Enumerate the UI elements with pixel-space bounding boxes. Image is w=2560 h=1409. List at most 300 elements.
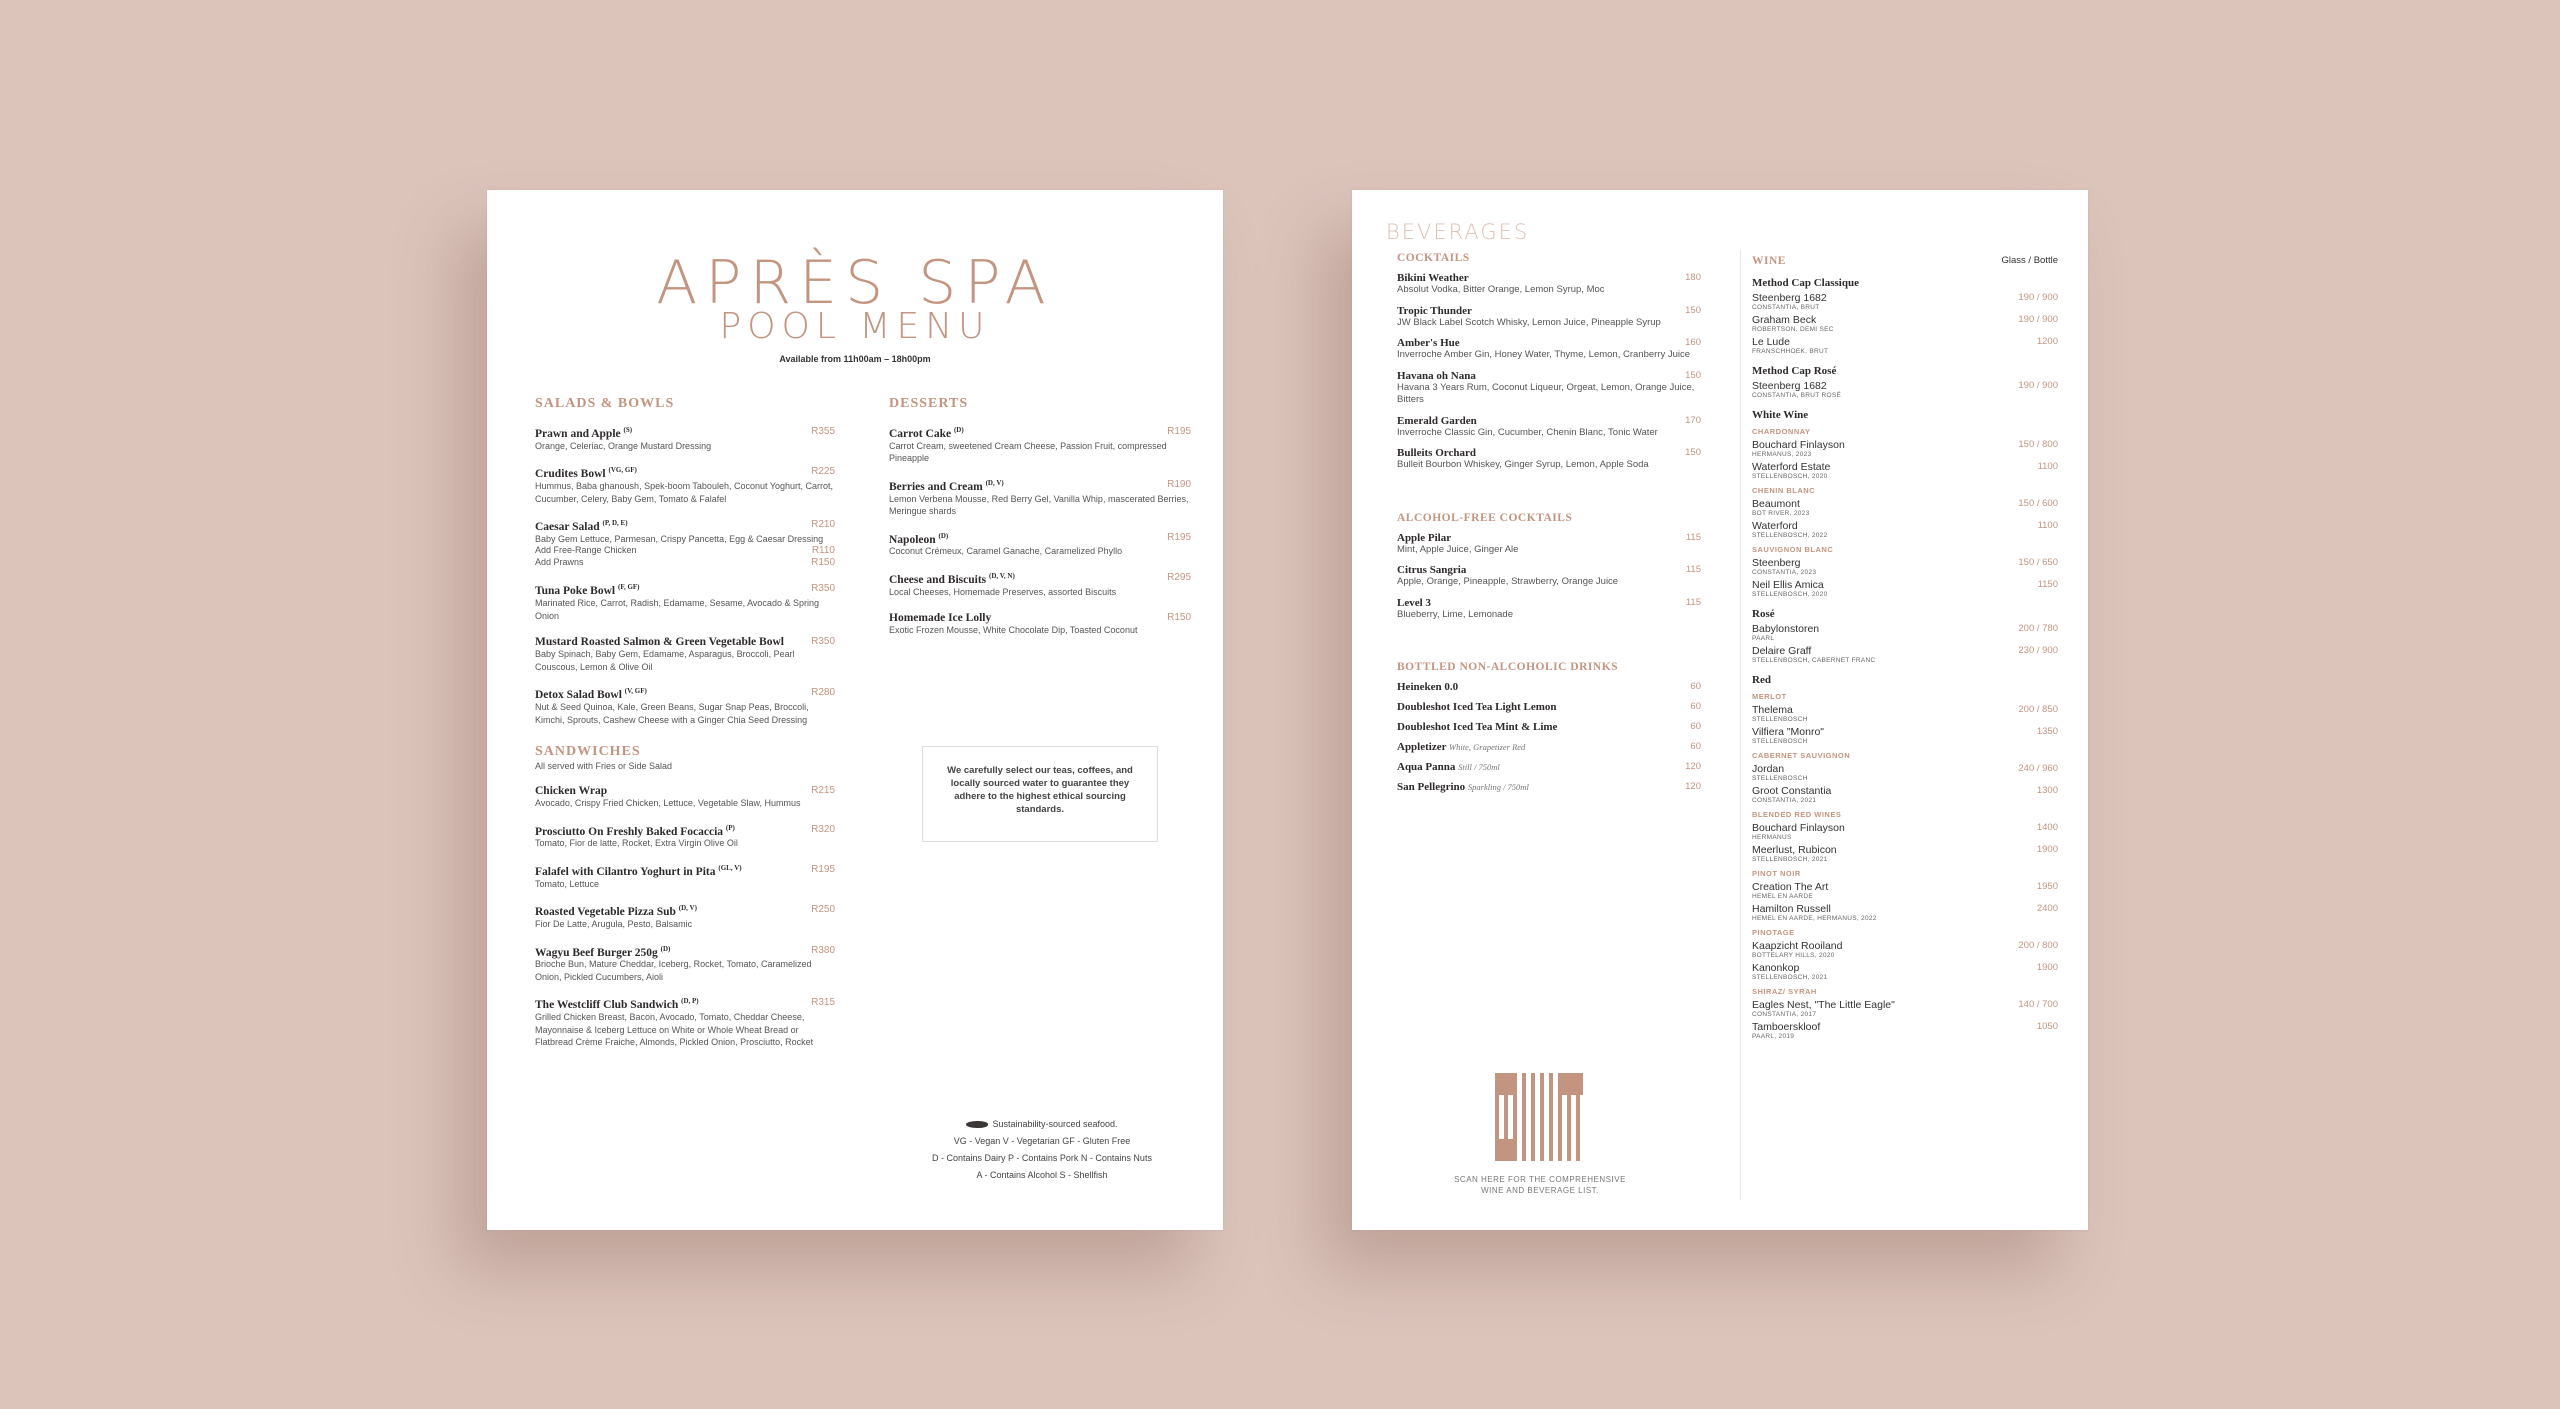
wine-name: Jordan <box>1752 763 1785 775</box>
wine-row <box>1752 785 2058 804</box>
wine-name: Delaire Graff <box>1752 645 1812 657</box>
wine-row <box>1752 520 2058 539</box>
wine-origin: BOT RIVER, 2023 <box>1752 510 1810 517</box>
drink-price: 150 <box>1685 304 1701 316</box>
menu-item-price: R355 <box>811 426 835 437</box>
drink-name-text: Citrus Sangria <box>1397 564 1467 576</box>
drink-name-text: Tropic Thunder <box>1397 304 1472 317</box>
wine-category: PINOT NOIR <box>1752 869 1801 878</box>
menu-item-description: Avocado, Crispy Fried Chicken, Lettuce, Vegetable Slaw, Hummus <box>535 798 801 809</box>
drink-price: 115 <box>1685 564 1701 575</box>
menu-item-name-text: Crudites Bowl <box>535 468 606 481</box>
white-wine-heading: White Wine <box>1752 409 1809 421</box>
wine-price: 190 / 900 <box>2018 292 2058 303</box>
wine-origin: PAARL, 2019 <box>1752 1033 1795 1040</box>
wine-price: 200 / 800 <box>2018 940 2058 951</box>
menu-item-description: Grilled Chicken Breast, Bacon, Avocado, Tomato, Cheddar Cheese, Mayonnaise & Iceberg Lettuce on White or Whole Wheat Bread or Flatbread Crème Fraiche, Almonds, Pickled Onion, Prosciutto, Rocket <box>535 1012 814 1048</box>
drink-name <box>1397 781 1701 793</box>
menu-item-name <box>889 426 1191 440</box>
menu-item-price: R150 <box>1167 612 1191 624</box>
qr-caption: SCAN HERE FOR THE COMPREHENSIVE WINE AND BEVERAGE LIST. <box>1454 1175 1626 1195</box>
menu-item-name-text: Cheese and Biscuits <box>889 573 987 586</box>
wine-price: 200 / 780 <box>2018 623 2058 634</box>
wine-price: 1100 <box>2037 520 2058 531</box>
wine-price: 1400 <box>2036 822 2058 833</box>
menu-item-tags: (D, P) <box>681 997 699 1006</box>
menu-item <box>889 532 1191 558</box>
wine-price: 150 / 600 <box>2018 498 2058 509</box>
salads-heading: SALADS & BOWLS <box>535 396 675 411</box>
menu-item-name <box>535 785 835 797</box>
wine-price: 1900 <box>2036 962 2058 973</box>
menu-item-price: R195 <box>811 863 835 875</box>
wine-row <box>1752 292 2058 311</box>
menu-item-name-text: The Westcliff Club Sandwich <box>535 999 679 1012</box>
menu-item-tags: (F, GF) <box>617 583 640 592</box>
wine-price: 1350 <box>2036 726 2058 737</box>
salads-list <box>535 426 835 726</box>
fish-icon <box>966 1121 988 1128</box>
drink-name-text: Havana oh Nana <box>1397 369 1476 382</box>
wine-price: 1900 <box>2036 844 2058 855</box>
menu-item-price: R320 <box>811 823 835 835</box>
wine-price: 1300 <box>2036 785 2058 796</box>
menu-item-tags: (V, GF) <box>624 687 647 696</box>
menu-item <box>535 945 835 984</box>
wine-name: Meerlust, Rubicon <box>1752 844 1837 856</box>
drink-name <box>1397 701 1701 713</box>
sourcing-note: We carefully select our teas, coffees, and locally sourced water to guarantee they adhere to the highest ethical sourcing standards. <box>922 746 1158 842</box>
wine-name: Steenberg 1682 <box>1752 380 1827 392</box>
menu-item <box>889 612 1191 637</box>
drink-row <box>1397 681 1701 693</box>
wine-origin: HEMEL EN AARDE <box>1752 893 1814 900</box>
menu-item-price: R350 <box>811 583 835 595</box>
wine-row <box>1752 461 2058 480</box>
drink-row <box>1397 305 1701 330</box>
menu-item-name <box>535 904 835 918</box>
menu-title: APRÈS SPA <box>656 248 1054 318</box>
wine-name: Graham Beck <box>1752 314 1817 326</box>
wine-price: 200 / 850 <box>2018 704 2058 715</box>
menu-item-name <box>535 466 835 480</box>
drink-name-text: Apple Pilar <box>1397 531 1452 544</box>
wine-row <box>1752 999 2058 1018</box>
wine-name: Steenberg 1682 <box>1752 292 1827 304</box>
drink-price: 115 <box>1685 531 1701 543</box>
drink-price: 60 <box>1690 721 1701 732</box>
wine-row <box>1752 962 2058 981</box>
drink-name <box>1397 681 1701 693</box>
drink-description: Apple, Orange, Pineapple, Strawberry, Orange Juice <box>1397 576 1619 587</box>
wine-price: 1950 <box>2036 881 2058 892</box>
menu-item-name <box>535 519 835 533</box>
menu-item-name <box>535 864 835 878</box>
menu-item-tags: (D) <box>953 426 964 434</box>
menu-item-tags: (P) <box>725 823 735 832</box>
wine-name: Creation The Art <box>1752 881 1829 893</box>
add-on-label: Add Free-Range Chicken <box>535 545 637 556</box>
drink-price: 60 <box>1690 701 1701 712</box>
wine-price: 1100 <box>2037 461 2058 472</box>
wine-name: Vilfiera "Monro" <box>1752 726 1825 738</box>
wine-row <box>1752 844 2058 863</box>
wine-price: 150 / 800 <box>2018 439 2058 450</box>
menu-item-description: Local Cheeses, Homemade Preserves, assorted Biscuits <box>889 586 1117 597</box>
wine-name: Bouchard Finlayson <box>1752 439 1845 451</box>
menu-subtitle: POOL MENU <box>719 306 991 347</box>
drink-name <box>1397 272 1701 284</box>
drinks-column <box>1397 252 1701 793</box>
drink-description: Mint, Apple Juice, Ginger Ale <box>1397 543 1519 555</box>
drink-row <box>1397 415 1701 440</box>
red-wine-heading: Red <box>1752 674 1771 686</box>
menu-item-tags: (S) <box>623 426 633 434</box>
drink-price: 60 <box>1690 681 1701 692</box>
wine-row <box>1752 623 2058 642</box>
menu-item-tags: (D) <box>660 944 671 953</box>
wine-origin: PAARL <box>1752 635 1775 642</box>
drink-name <box>1397 761 1701 773</box>
wine-origin: STELLENBOSCH, 2020 <box>1752 473 1828 480</box>
drink-price: 120 <box>1685 781 1701 792</box>
drink-price: 60 <box>1690 741 1701 752</box>
wine-row <box>1752 903 2058 922</box>
legend-seafood: Sustainability-sourced seafood. <box>992 1119 1118 1129</box>
wine-price: 1200 <box>2036 336 2058 347</box>
menu-item-price: R350 <box>811 636 835 648</box>
menu-item <box>535 583 835 622</box>
wine-origin: HERMANUS <box>1752 834 1792 841</box>
menu-item-description: Hummus, Baba ghanoush, Spek-boom Tabouleh, Coconut Yoghurt, Carrot, Cucumber, Celery, Baby Gem, Tomato & Falafel <box>535 481 834 504</box>
wine-row <box>1752 314 2058 333</box>
cocktails-list <box>1397 272 1701 472</box>
drink-name-text: Doubleshot Iced Tea Mint & Lime <box>1397 721 1558 733</box>
menu-item-name <box>535 636 835 648</box>
wine-category: CABERNET SAUVIGNON <box>1752 751 1851 760</box>
wine-name: Steenberg <box>1752 557 1801 569</box>
wine-origin: CONSTANTIA, 2023 <box>1752 569 1817 576</box>
drink-description: Havana 3 Years Rum, Coconut Liqueur, Orgeat, Lemon, Orange Juice, Bitters <box>1397 381 1695 405</box>
menu-item <box>535 636 835 673</box>
wine-row <box>1752 940 2058 959</box>
drink-row <box>1397 447 1701 472</box>
desserts-column <box>889 396 1191 637</box>
menu-item <box>535 997 835 1048</box>
menu-item-description: Marinated Rice, Carrot, Radish, Edamame, Sesame, Avocado & Spring Onion <box>535 598 819 621</box>
drink-description: Inverroche Classic Gin, Cucumber, Chenin Blanc, Tonic Water <box>1397 426 1658 438</box>
menu-item <box>535 904 835 930</box>
drink-name <box>1397 337 1701 349</box>
menu-item-name-text: Homemade Ice Lolly <box>889 612 992 625</box>
wine-row <box>1752 579 2058 598</box>
legend-line-3: A - Contains Alcohol S - Shellfish <box>976 1170 1108 1180</box>
wine-category: SAUVIGNON BLANC <box>1752 545 1834 554</box>
wine-row <box>1752 336 2058 355</box>
menu-item-name-text: Napoleon <box>889 533 936 546</box>
menu-item <box>889 426 1191 465</box>
drink-name <box>1397 721 1701 733</box>
sandwiches-list <box>535 785 835 1049</box>
rose-heading: Rosé <box>1752 608 1775 620</box>
menu-item-price: R295 <box>1167 571 1191 583</box>
drink-price: 160 <box>1685 337 1701 348</box>
drink-name-text: Appletizer <box>1397 741 1447 753</box>
drink-description: Bulleit Bourbon Whiskey, Ginger Syrup, Lemon, Apple Soda <box>1397 459 1649 470</box>
drink-extra: Still / 750ml <box>1458 762 1500 772</box>
wine-row <box>1752 881 2058 900</box>
wine-row <box>1752 439 2058 458</box>
drink-row <box>1397 781 1701 793</box>
wine-origin: STELLENBOSCH <box>1752 716 1808 723</box>
wine-row <box>1752 380 2058 399</box>
wine-row <box>1752 726 2058 745</box>
wine-name: Bouchard Finlayson <box>1752 822 1845 834</box>
wine-name: Waterford <box>1752 520 1798 532</box>
wine-origin: STELLENBOSCH, CABERNET FRANC <box>1752 657 1876 664</box>
wine-origin: FRANSCHHOEK, BRUT <box>1752 348 1829 355</box>
wine-origin: STELLENBOSCH, 2021 <box>1752 856 1828 863</box>
cocktails-heading: COCKTAILS <box>1397 252 1470 264</box>
wine-category: CHENIN BLANC <box>1752 486 1816 495</box>
availability-text: Available from 11h00am – 18h00pm <box>779 354 931 364</box>
wine-origin: STELLENBOSCH, 2021 <box>1752 974 1828 981</box>
drink-name-text: Amber's Hue <box>1397 337 1460 349</box>
wine-row <box>1752 557 2058 576</box>
beverages-page <box>1352 190 2088 1230</box>
menu-item-name <box>535 997 835 1011</box>
drink-extra: Sparkling / 750ml <box>1467 782 1529 792</box>
wine-heading: WINE <box>1752 255 1786 267</box>
wine-header <box>1752 255 2058 267</box>
wine-name: Tamboerskloof <box>1752 1021 1821 1033</box>
menu-item-description: Nut & Seed Quinoa, Kale, Green Beans, Sugar Snap Peas, Broccoli, Kimchi, Sprouts, Cashew Cheese with a Ginger Chia Seed Dressing <box>535 702 809 725</box>
drink-row <box>1397 721 1701 733</box>
wine-row <box>1752 822 2058 841</box>
menu-item-description: Brioche Bun, Mature Cheddar, Iceberg, Rocket, Tomato, Caramelized Onion, Pickled Cucumbers, Aioli <box>535 959 812 982</box>
drink-price: 115 <box>1685 596 1701 608</box>
menu-item-tags: (D, V) <box>678 904 697 913</box>
wine-origin: BOTTELARY HILLS, 2020 <box>1752 952 1835 959</box>
column-divider <box>1740 250 1741 1200</box>
wine-row <box>1752 763 2058 782</box>
wine-origin: STELLENBOSCH, 2022 <box>1752 532 1828 539</box>
menu-item <box>535 519 835 569</box>
drink-name-text: Heineken 0.0 <box>1397 681 1459 693</box>
drink-name <box>1397 564 1701 576</box>
menu-item <box>535 466 835 505</box>
food-menu-page <box>487 190 1223 1230</box>
wine-name: Kaapzicht Rooiland <box>1752 940 1843 952</box>
drink-row <box>1397 564 1701 589</box>
wine-price: 2400 <box>2036 903 2058 914</box>
menu-item-name-text: Tuna Poke Bowl <box>535 585 616 598</box>
menu-item-tags: (D, V) <box>985 478 1004 487</box>
drink-description: Blueberry, Lime, Lemonade <box>1397 608 1513 620</box>
menu-item-description: Orange, Celeriac, Orange Mustard Dressing <box>535 440 712 451</box>
wine-category: BLENDED RED WINES <box>1752 810 1842 819</box>
menu-item-name <box>889 532 1191 546</box>
wine-price: 150 / 650 <box>2018 557 2058 568</box>
menu-item-price: R280 <box>811 687 835 699</box>
menu-item-price: R195 <box>1167 426 1191 437</box>
drink-row <box>1397 761 1701 773</box>
wine-origin: CONSTANTIA, BRUT <box>1752 304 1820 311</box>
drink-row <box>1397 532 1701 557</box>
drink-price: 180 <box>1685 272 1701 283</box>
wine-origin: CONSTANTIA, 2017 <box>1752 1011 1817 1018</box>
wine-price: 230 / 900 <box>2018 645 2058 656</box>
alcohol-free-list <box>1397 532 1701 622</box>
menu-item <box>535 864 835 890</box>
menu-item-name-text: Detox Salad Bowl <box>535 689 622 702</box>
menu-item <box>535 687 835 726</box>
wine-row <box>1752 645 2058 664</box>
wine-name: Eagles Nest, "The Little Eagle" <box>1752 999 1895 1011</box>
legend-line-1: VG - Vegan V - Vegetarian GF - Gluten Free <box>953 1136 1131 1146</box>
salads-column <box>535 396 835 1049</box>
wine-name: Thelema <box>1752 704 1793 716</box>
wine-price: 190 / 900 <box>2018 314 2058 325</box>
wine-price: 1050 <box>2036 1021 2058 1032</box>
add-on-price: R150 <box>811 557 835 569</box>
menu-item-price: R250 <box>811 904 835 916</box>
menu-item-price: R190 <box>1167 478 1191 490</box>
drink-price: 150 <box>1685 369 1701 381</box>
drink-name-text: Aqua Panna <box>1397 761 1456 773</box>
menu-item-price: R380 <box>811 944 835 956</box>
drink-name <box>1397 370 1701 382</box>
glass-bottle-label: Glass / Bottle <box>2001 255 2058 266</box>
menu-item-name-text: Chicken Wrap <box>535 785 608 798</box>
wine-name: Hamilton Russell <box>1752 903 1831 915</box>
menu-item-price: R315 <box>811 997 835 1009</box>
wine-name: Babylonstoren <box>1752 623 1820 635</box>
add-on-row <box>535 545 835 557</box>
drink-name-text: Bikini Weather <box>1397 272 1469 284</box>
wine-category: PINOTAGE <box>1752 928 1795 937</box>
menu-item <box>889 572 1191 598</box>
drink-extra: White, Grapetizer Red <box>1449 742 1526 752</box>
menu-item-name-text: Caesar Salad <box>535 520 600 533</box>
menu-item-name <box>535 583 835 597</box>
add-on-label: Add Prawns <box>535 557 584 568</box>
wine-row <box>1752 704 2058 723</box>
drink-name-text: Level 3 <box>1397 596 1431 609</box>
menu-item-name-text: Roasted Vegetable Pizza Sub <box>535 906 676 919</box>
menu-item-description: Tomato, Lettuce <box>535 878 600 889</box>
wine-origin: STELLENBOSCH <box>1752 775 1808 782</box>
drink-row <box>1397 370 1701 407</box>
beverages-title: BEVERAGES <box>1386 220 1530 244</box>
drink-name <box>1397 532 1701 544</box>
drink-row <box>1397 597 1701 622</box>
wine-price: 1150 <box>2037 579 2058 590</box>
menu-item-description: Tomato, Fior de latte, Rocket, Extra Virgin Olive Oil <box>535 838 738 849</box>
qr-code-icon[interactable] <box>1495 1073 1583 1161</box>
drink-row <box>1397 272 1701 297</box>
sandwiches-note: All served with Fries or Side Salad <box>535 761 673 772</box>
drink-name-text: San Pellegrino <box>1397 781 1466 793</box>
menu-item-name <box>535 687 835 701</box>
wine-row <box>1752 498 2058 517</box>
wine-origin: HEMEL EN AARDE, HERMANUS, 2022 <box>1752 915 1877 922</box>
wine-name: Waterford Estate <box>1752 461 1831 473</box>
alcohol-free-heading: ALCOHOL-FREE COCKTAILS <box>1397 511 1573 524</box>
menu-item-name <box>889 572 1191 586</box>
drink-description: Absolut Vodka, Bitter Orange, Lemon Syrup, Moc <box>1397 284 1605 295</box>
menu-item-name <box>889 612 1191 624</box>
menu-item <box>535 426 835 452</box>
menu-item-name <box>535 824 835 838</box>
wine-name: Groot Constantia <box>1752 785 1832 797</box>
drink-name-text: Doubleshot Iced Tea Light Lemon <box>1397 701 1557 713</box>
add-on-row <box>535 557 835 569</box>
wine-origin: CONSTANTIA, BRUT ROSÉ <box>1752 392 1842 399</box>
wine-origin: STELLENBOSCH, 2020 <box>1752 591 1828 598</box>
drink-price: 150 <box>1685 447 1701 458</box>
wine-origin: CONSTANTIA, 2021 <box>1752 797 1817 804</box>
menu-item-name <box>535 945 835 959</box>
wine-price: 140 / 700 <box>2018 999 2058 1010</box>
wine-category: MERLOT <box>1752 692 1787 701</box>
wine-name: Neil Ellis Amica <box>1752 579 1824 591</box>
wine-row <box>1752 1021 2058 1040</box>
wine-origin: HERMANUS, 2023 <box>1752 451 1812 458</box>
menu-item-name-text: Prosciutto On Freshly Baked Focaccia <box>535 825 724 838</box>
menu-item-name <box>535 426 835 440</box>
menu-item-price: R225 <box>811 466 835 478</box>
menu-item-name-text: Berries and Cream <box>889 480 983 493</box>
drink-price: 170 <box>1685 414 1701 426</box>
wine-name: Le Lude <box>1752 336 1790 348</box>
mcr-heading: Method Cap Rosé <box>1752 365 1837 377</box>
wine-column <box>1752 252 2058 1040</box>
wine-category: SHIRAZ/ SYRAH <box>1752 987 1817 996</box>
drink-row <box>1397 741 1701 753</box>
menu-item-name-text: Mustard Roasted Salmon & Green Vegetable Bowl <box>535 636 784 649</box>
menu-item-tags: (P, D, E) <box>602 519 628 528</box>
wine-category: CHARDONNAY <box>1752 427 1811 436</box>
drink-description: Inverroche Amber Gin, Honey Water, Thyme, Lemon, Cranberry Juice <box>1397 349 1691 360</box>
menu-item <box>889 479 1191 518</box>
bottled-heading: BOTTLED NON-ALCOHOLIC DRINKS <box>1397 661 1619 673</box>
menu-item-description: Coconut Crémeux, Caramel Ganache, Caramelized Phyllo <box>889 546 1123 557</box>
menu-item-tags: (D) <box>938 531 949 540</box>
drink-name <box>1397 305 1701 317</box>
menu-item-name-text: Falafel with Cilantro Yoghurt in Pita <box>535 865 716 878</box>
menu-item-description: Fior De Latte, Arugula, Pesto, Balsamic <box>535 919 693 930</box>
menu-item-tags: (D, V, N) <box>989 571 1015 580</box>
sandwiches-heading: SANDWICHES <box>535 744 641 760</box>
wine-name: Beaumont <box>1752 498 1800 510</box>
drink-name <box>1397 447 1701 459</box>
dietary-legend <box>877 1116 1207 1184</box>
menu-item-description: Lemon Verbena Mousse, Red Berry Gel, Vanilla Whip, mascerated Berries, Meringue shards <box>889 493 1189 517</box>
drink-row <box>1397 337 1701 362</box>
menu-item-description: Baby Spinach, Baby Gem, Edamame, Asparagus, Broccoli, Pearl Couscous, Lemon & Olive Oil <box>535 649 795 672</box>
drink-row <box>1397 701 1701 713</box>
drink-name <box>1397 741 1701 753</box>
menu-item-tags: (GL, V) <box>718 863 742 872</box>
drink-name-text: Emerald Garden <box>1397 414 1477 427</box>
desserts-heading: DESSERTS <box>889 396 969 411</box>
menu-item-price: R195 <box>1167 531 1191 543</box>
menu-item-price: R215 <box>811 785 835 797</box>
wine-price: 190 / 900 <box>2018 380 2058 391</box>
drink-description: JW Black Label Scotch Whisky, Lemon Juice, Pineapple Syrup <box>1397 316 1661 328</box>
legend-line-2: D - Contains Dairy P - Contains Pork N - Contains Nuts <box>932 1153 1152 1163</box>
